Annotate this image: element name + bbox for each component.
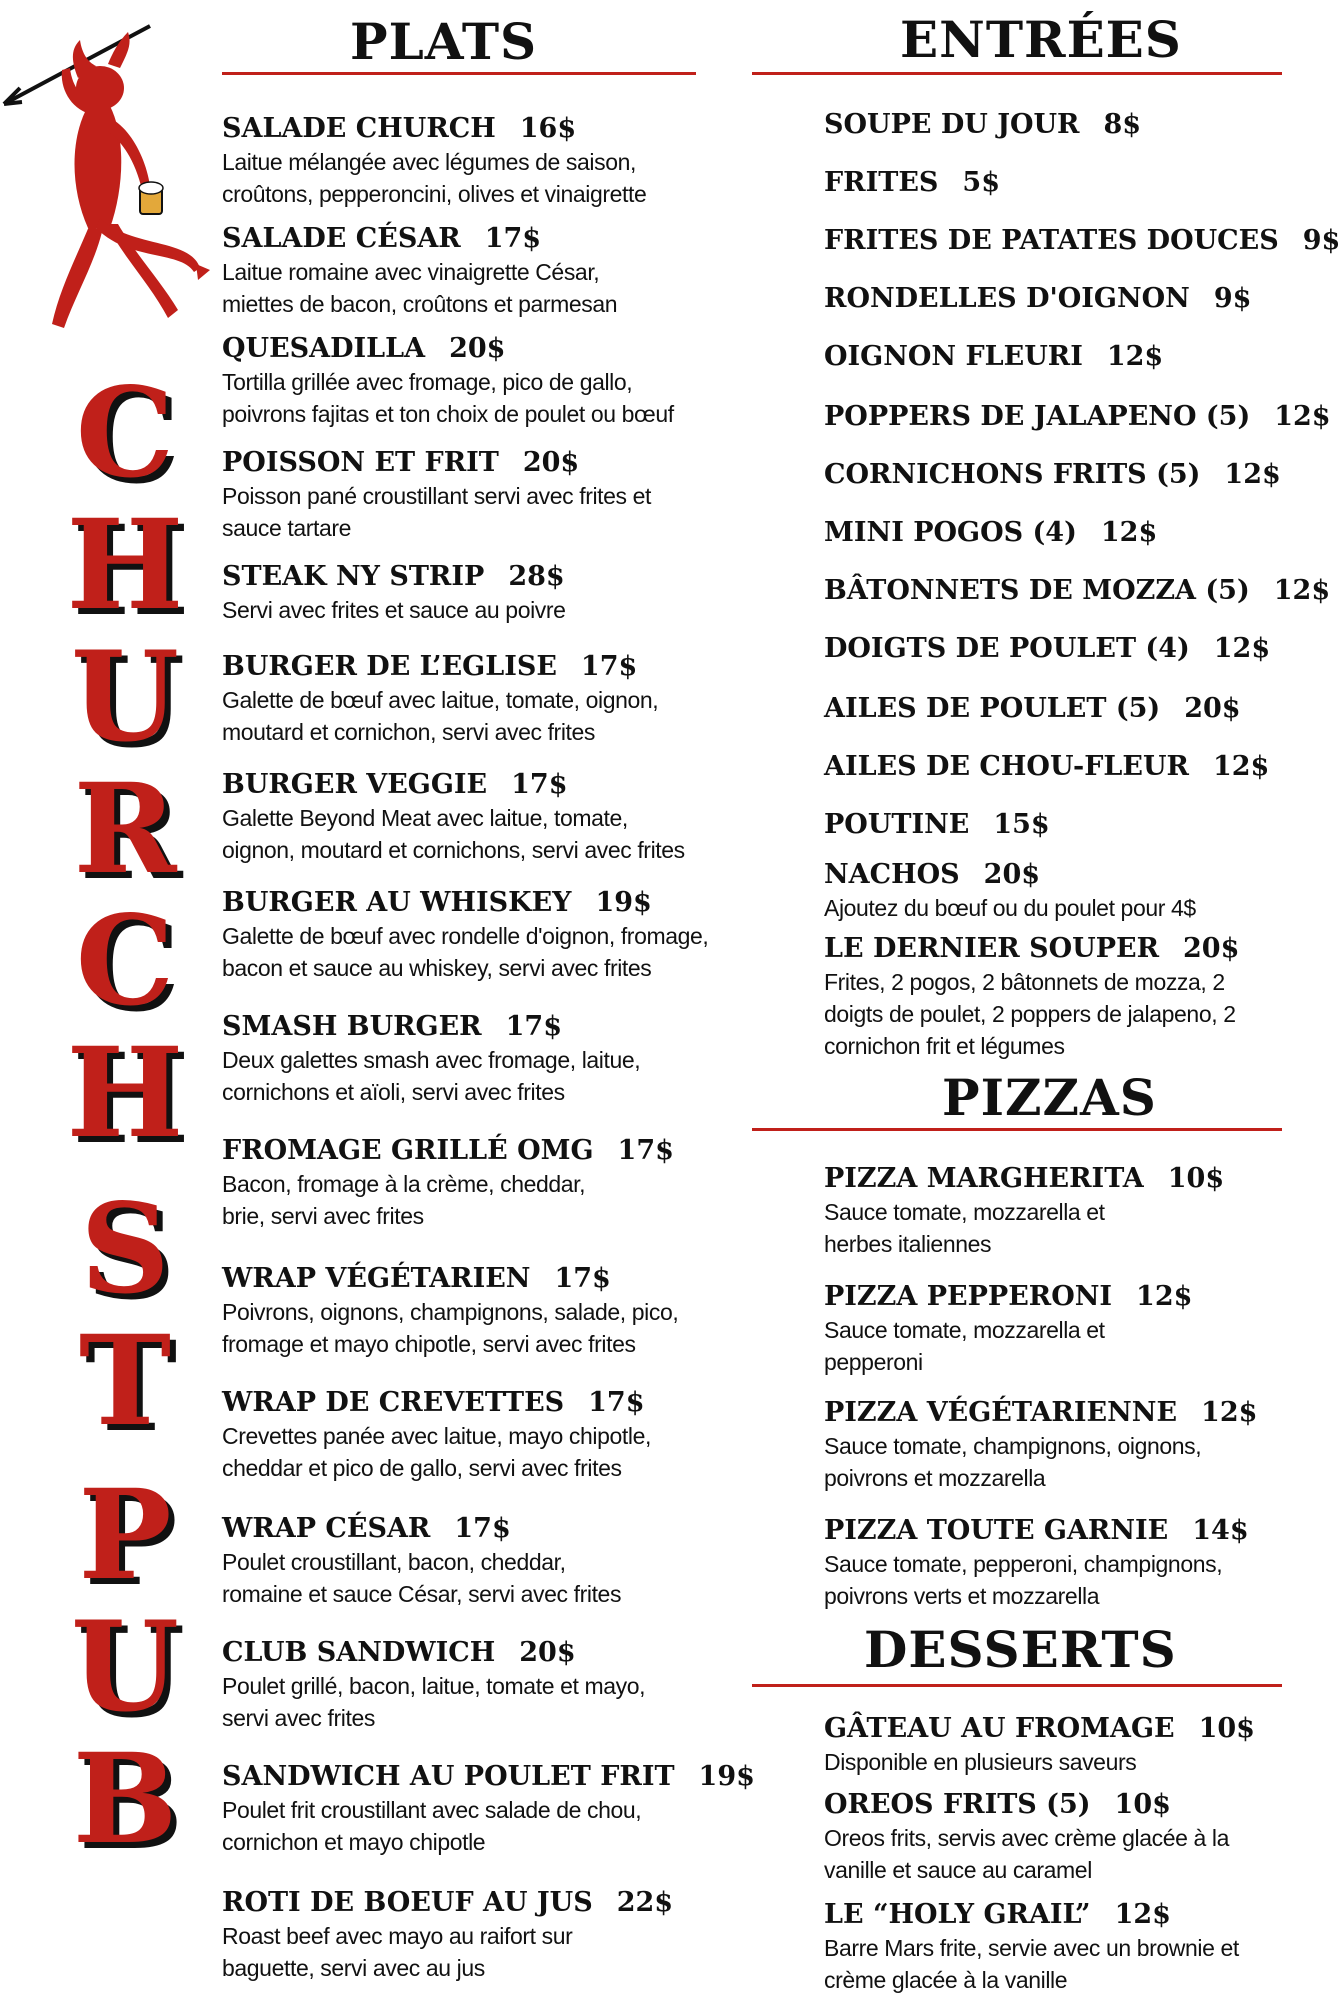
description-line: Poulet frit croustillant avec salade de chou, xyxy=(222,1797,642,1823)
description-line: pepperoni xyxy=(824,1349,923,1375)
menu-item-name: BURGER VEGGIE xyxy=(222,769,488,800)
menu-item xyxy=(824,1162,1282,1260)
section-divider xyxy=(752,1684,1282,1687)
menu-item-name: DOIGTS DE POULET (4) xyxy=(824,633,1190,664)
menu-item-heading xyxy=(824,808,1282,842)
menu-item-name: SMASH BURGER xyxy=(222,1011,482,1042)
menu-item xyxy=(824,808,1282,842)
menu-item-description xyxy=(222,1670,722,1734)
menu-item-price: 12$ xyxy=(1213,633,1271,664)
menu-item xyxy=(222,1262,722,1360)
menu-item-heading xyxy=(824,932,1282,966)
menu-item-name: FRITES xyxy=(824,167,939,198)
menu-item-description xyxy=(824,1746,1282,1778)
description-line: poivrons verts et mozzarella xyxy=(824,1583,1100,1609)
menu-item-heading xyxy=(222,1512,722,1546)
menu-item xyxy=(222,886,722,984)
menu-item-description xyxy=(824,1548,1282,1612)
description-line: sauce tartare xyxy=(222,515,352,541)
description-line: Sauce tomate, champignons, oignons, xyxy=(824,1433,1202,1459)
menu-item xyxy=(824,282,1282,316)
description-line: cornichon frit et légumes xyxy=(824,1033,1065,1059)
menu-item-price: 12$ xyxy=(1274,401,1331,432)
menu-item-price: 20$ xyxy=(1184,693,1241,724)
menu-item-heading xyxy=(222,1010,722,1044)
brand-letter: T xyxy=(78,1309,172,1454)
description-line: Tortilla grillée avec fromage, pico de gallo, xyxy=(222,369,633,395)
menu-item-name: BURGER AU WHISKEY xyxy=(222,887,572,918)
menu-item xyxy=(824,1898,1282,1996)
menu-item xyxy=(824,858,1282,924)
menu-item-name: FROMAGE GRILLÉ OMG xyxy=(222,1135,594,1166)
menu-item xyxy=(222,1512,722,1610)
menu-item-price: 14$ xyxy=(1192,1515,1249,1546)
menu-item-description xyxy=(222,1168,722,1232)
menu-item xyxy=(222,1010,722,1108)
description-line: Galette Beyond Meat avec laitue, tomate, xyxy=(222,805,628,831)
menu-item xyxy=(824,1514,1282,1612)
description-line: Ajoutez du bœuf ou du poulet pour 4$ xyxy=(824,895,1196,921)
menu-item-name: WRAP VÉGÉTARIEN xyxy=(222,1263,531,1294)
menu-item xyxy=(824,692,1282,726)
menu-item-price: 17$ xyxy=(505,1011,562,1042)
menu-item-price: 12$ xyxy=(1106,341,1164,372)
description-line: Poulet croustillant, bacon, cheddar, xyxy=(222,1549,566,1575)
menu-item xyxy=(222,222,722,320)
menu-item-description xyxy=(824,892,1282,924)
description-line: bacon et sauce au whiskey, servi avec frites xyxy=(222,955,652,981)
menu-item-heading xyxy=(824,1712,1282,1746)
description-line: brie, servi avec frites xyxy=(222,1203,424,1229)
menu-item-name: SANDWICH AU POULET FRIT xyxy=(222,1761,675,1792)
menu-item-name: PIZZA TOUTE GARNIE xyxy=(824,1515,1169,1546)
description-line: crème glacée à la vanille xyxy=(824,1967,1068,1993)
menu-item-description xyxy=(824,1822,1282,1886)
menu-item-description xyxy=(222,920,722,984)
menu-item-heading xyxy=(824,1788,1282,1822)
menu-item-name: AILES DE POULET (5) xyxy=(824,693,1161,724)
menu-item-price: 17$ xyxy=(617,1135,674,1166)
menu-item-price: 17$ xyxy=(511,769,568,800)
menu-item-name: CLUB SANDWICH xyxy=(222,1637,496,1668)
description-line: Sauce tomate, mozzarella et xyxy=(824,1317,1105,1343)
menu-item xyxy=(824,340,1282,374)
brand-letter: U xyxy=(70,1595,180,1740)
description-line: Disponible en plusieurs saveurs xyxy=(824,1749,1137,1775)
devil-logo xyxy=(0,18,210,358)
menu-item xyxy=(222,446,722,544)
menu-item xyxy=(824,632,1282,666)
menu-item xyxy=(222,332,722,430)
brand-letter: R xyxy=(73,757,177,902)
menu-item-heading xyxy=(824,458,1282,492)
description-line: cornichons et aïoli, servi avec frites xyxy=(222,1079,565,1105)
menu-item-price: 12$ xyxy=(1136,1281,1193,1312)
menu-item-name: PIZZA PEPPERONI xyxy=(824,1281,1113,1312)
menu-item-description xyxy=(824,966,1282,1062)
description-line: Frites, 2 pogos, 2 bâtonnets de mozza, 2 xyxy=(824,969,1225,995)
description-line: Poulet grillé, bacon, laitue, tomate et mayo, xyxy=(222,1673,646,1699)
menu-item-heading xyxy=(824,1162,1282,1196)
menu-item-heading xyxy=(824,340,1282,374)
description-line: Poisson pané croustillant servi avec frites et xyxy=(222,483,652,509)
section-title-desserts: DESSERTS xyxy=(864,1620,1177,1679)
menu-item xyxy=(824,1280,1282,1378)
menu-item-description xyxy=(222,1420,722,1484)
menu-item-price: 12$ xyxy=(1224,459,1281,490)
description-line: oignon, moutard et cornichons, servi avec frites xyxy=(222,837,685,863)
menu-item-price: 10$ xyxy=(1167,1163,1225,1194)
menu-item xyxy=(824,574,1331,608)
menu-item-price: 12$ xyxy=(1100,517,1158,548)
menu-item-heading xyxy=(824,750,1282,784)
menu-item-price: 22$ xyxy=(616,1887,674,1918)
menu-item xyxy=(824,224,1340,258)
menu-item xyxy=(222,1636,722,1734)
section-divider xyxy=(752,1128,1282,1131)
menu-item-name: LE DERNIER SOUPER xyxy=(824,933,1160,964)
menu-item-name: NACHOS xyxy=(824,859,960,890)
description-line: servi avec frites xyxy=(222,1705,375,1731)
menu-item-heading xyxy=(824,1280,1282,1314)
description-line: Sauce tomate, pepperoni, champignons, xyxy=(824,1551,1223,1577)
menu-item-price: 16$ xyxy=(519,113,577,144)
menu-item xyxy=(824,1712,1282,1778)
menu-item-name: AILES DE CHOU-FLEUR xyxy=(824,751,1189,782)
menu-item xyxy=(222,1760,755,1858)
menu-item-heading xyxy=(824,574,1331,608)
menu-item-price: 17$ xyxy=(588,1387,645,1418)
menu-item-name: POPPERS DE JALAPENO (5) xyxy=(824,401,1251,432)
description-line: poivrons fajitas et ton choix de poulet ou bœuf xyxy=(222,401,674,427)
menu-item-description xyxy=(222,146,722,210)
description-line: Bacon, fromage à la crème, cheddar, xyxy=(222,1171,586,1197)
menu-item-price: 19$ xyxy=(698,1761,755,1792)
description-line: Barre Mars frite, servie avec un brownie et xyxy=(824,1935,1239,1961)
menu-item-name: WRAP CÉSAR xyxy=(222,1513,431,1544)
menu-item-description xyxy=(222,1296,722,1360)
menu-item xyxy=(222,112,722,210)
menu-item-description xyxy=(222,1546,722,1610)
menu-item-name: BÂTONNETS DE MOZZA (5) xyxy=(824,575,1250,606)
menu-item-price: 20$ xyxy=(522,447,580,478)
menu-item-price: 10$ xyxy=(1198,1713,1255,1744)
menu-item-description xyxy=(824,1932,1282,1996)
description-line: cheddar et pico de gallo, servi avec frites xyxy=(222,1455,622,1481)
menu-item-name: FRITES DE PATATES DOUCES xyxy=(824,225,1279,256)
menu-item-description xyxy=(222,802,722,866)
brand-letter: P xyxy=(78,1463,172,1608)
description-line: Servi avec frites et sauce au poivre xyxy=(222,597,566,623)
menu-item xyxy=(222,768,722,866)
menu-item-heading xyxy=(824,166,1282,200)
menu-item-price: 12$ xyxy=(1114,1899,1171,1930)
menu-item xyxy=(824,400,1331,434)
menu-item-price: 12$ xyxy=(1273,575,1331,606)
menu-item-name: ROTI DE BOEUF AU JUS xyxy=(222,1887,593,1918)
description-line: romaine et sauce César, servi avec frites xyxy=(222,1581,622,1607)
menu-item-heading xyxy=(824,632,1282,666)
menu-item-description xyxy=(222,366,722,430)
menu-item-price: 5$ xyxy=(962,167,1000,198)
menu-item-name: MINI POGOS (4) xyxy=(824,517,1077,548)
description-line: moutard et cornichon, servi avec frites xyxy=(222,719,596,745)
brand-letter: C xyxy=(75,889,175,1034)
description-line: miettes de bacon, croûtons et parmesan xyxy=(222,291,618,317)
description-line: Deux galettes smash avec fromage, laitue, xyxy=(222,1047,641,1073)
menu-item-heading xyxy=(222,1760,755,1794)
menu-item-heading xyxy=(222,650,722,684)
menu-item-heading xyxy=(824,858,1282,892)
section-title-plats: PLATS xyxy=(350,12,538,71)
menu-item-name: SALADE CHURCH xyxy=(222,113,496,144)
menu-item xyxy=(222,1386,722,1484)
menu-item-name: OREOS FRITS (5) xyxy=(824,1789,1091,1820)
menu-item-heading xyxy=(222,1886,722,1920)
menu-item-price: 20$ xyxy=(1183,933,1240,964)
menu-item-price: 20$ xyxy=(983,859,1041,890)
menu-item-description xyxy=(222,594,722,626)
description-line: Galette de bœuf avec laitue, tomate, oignon, xyxy=(222,687,659,713)
description-line: doigts de poulet, 2 poppers de jalapeno, 2 xyxy=(824,1001,1236,1027)
section-divider xyxy=(222,72,696,75)
menu-item-price: 19$ xyxy=(595,887,652,918)
description-line: Roast beef avec mayo au raifort sur xyxy=(222,1923,573,1949)
description-line: Crevettes panée avec laitue, mayo chipotle, xyxy=(222,1423,651,1449)
menu-item-price: 9$ xyxy=(1302,225,1340,256)
description-line: Sauce tomate, mozzarella et xyxy=(824,1199,1105,1225)
menu-item xyxy=(824,516,1282,550)
menu-item-heading xyxy=(824,108,1282,142)
menu-item-name: SALADE CÉSAR xyxy=(222,223,461,254)
menu-item-price: 17$ xyxy=(580,651,638,682)
description-line: cornichon et mayo chipotle xyxy=(222,1829,486,1855)
menu-item xyxy=(824,458,1282,492)
menu-item-heading xyxy=(824,224,1340,258)
menu-item-name: OIGNON FLEURI xyxy=(824,341,1083,372)
menu-item xyxy=(824,932,1282,1062)
description-line: Laitue romaine avec vinaigrette César, xyxy=(222,259,600,285)
brand-letter: U xyxy=(70,625,180,770)
menu-item-name: PIZZA VÉGÉTARIENNE xyxy=(824,1397,1178,1428)
menu-item-name: RONDELLES D'OIGNON xyxy=(824,283,1190,314)
menu-item-heading xyxy=(222,222,722,256)
menu-item-description xyxy=(824,1314,1282,1378)
description-line: baguette, servi avec au jus xyxy=(222,1955,485,1981)
menu-item xyxy=(222,650,722,748)
menu-item-heading xyxy=(824,692,1282,726)
menu-item-heading xyxy=(222,886,722,920)
description-line: Oreos frits, servis avec crème glacée à la xyxy=(824,1825,1230,1851)
menu-item-price: 10$ xyxy=(1114,1789,1171,1820)
menu-item-name: QUESADILLA xyxy=(222,333,426,364)
menu-item-description xyxy=(222,684,722,748)
menu-item-price: 17$ xyxy=(454,1513,511,1544)
section-divider xyxy=(752,72,1282,75)
section-title-pizzas: PIZZAS xyxy=(942,1068,1157,1127)
brand-letter: S xyxy=(80,1177,170,1322)
description-line: Poivrons, oignons, champignons, salade, pico, xyxy=(222,1299,679,1325)
brand-letter: H xyxy=(66,493,184,638)
menu-item-price: 17$ xyxy=(554,1263,611,1294)
menu-item-heading xyxy=(824,516,1282,550)
brand-letter: C xyxy=(75,361,175,506)
menu-item-name: PIZZA MARGHERITA xyxy=(824,1163,1144,1194)
menu-item xyxy=(824,1788,1282,1886)
menu-item-description xyxy=(824,1196,1282,1260)
menu-item-heading xyxy=(222,332,722,366)
menu-item xyxy=(824,108,1282,142)
menu-item-heading xyxy=(222,112,722,146)
menu-item-heading xyxy=(222,1134,722,1168)
section-title-entrees: ENTRÉES xyxy=(900,10,1182,69)
menu-item-description xyxy=(222,1794,722,1858)
description-line: fromage et mayo chipotle, servi avec frites xyxy=(222,1331,636,1357)
menu-item xyxy=(824,750,1282,784)
menu-item-name: CORNICHONS FRITS (5) xyxy=(824,459,1201,490)
menu-item-price: 28$ xyxy=(508,561,565,592)
menu-item-price: 17$ xyxy=(484,223,542,254)
menu-item-heading xyxy=(222,446,722,480)
menu-item-description xyxy=(222,1920,722,1984)
description-line: herbes italiennes xyxy=(824,1231,992,1257)
menu-item-name: SOUPE DU JOUR xyxy=(824,109,1080,140)
menu-item-name: LE “HOLY GRAIL” xyxy=(824,1899,1091,1930)
menu-item-price: 12$ xyxy=(1212,751,1270,782)
menu-item-description xyxy=(222,480,722,544)
menu-item-price: 12$ xyxy=(1201,1397,1258,1428)
brand-letter: B xyxy=(72,1727,178,1872)
menu-item-description xyxy=(824,1430,1282,1494)
menu-item-heading xyxy=(222,560,722,594)
menu-item-heading xyxy=(824,1396,1282,1430)
menu-item-heading xyxy=(222,1636,722,1670)
description-line: poivrons et mozzarella xyxy=(824,1465,1046,1491)
menu-item-heading xyxy=(222,1386,722,1420)
menu-item-price: 20$ xyxy=(519,1637,576,1668)
description-line: vanille et sauce au caramel xyxy=(824,1857,1092,1883)
menu-item-description xyxy=(222,1044,722,1108)
description-line: Laitue mélangée avec légumes de saison, xyxy=(222,149,637,175)
menu-item xyxy=(824,1396,1282,1494)
menu-item xyxy=(222,1886,722,1984)
menu-item-heading xyxy=(222,1262,722,1296)
menu-item-name: GÂTEAU AU FROMAGE xyxy=(824,1713,1175,1744)
menu-item xyxy=(222,1134,722,1232)
menu-item-name: WRAP DE CREVETTES xyxy=(222,1387,565,1418)
menu-item-heading xyxy=(824,400,1331,434)
brand-letter: H xyxy=(66,1021,184,1166)
vertical-brand-text xyxy=(50,361,200,1872)
menu-item-name: BURGER DE L’EGLISE xyxy=(222,651,557,682)
menu-item-name: STEAK NY STRIP xyxy=(222,561,485,592)
menu-item-heading xyxy=(824,1898,1282,1932)
menu-item-price: 8$ xyxy=(1103,109,1142,140)
menu-item-heading xyxy=(824,1514,1282,1548)
menu-item-description xyxy=(222,256,722,320)
menu-item-price: 20$ xyxy=(449,333,506,364)
menu-item xyxy=(222,560,722,626)
menu-item xyxy=(824,166,1282,200)
menu-item-price: 9$ xyxy=(1213,283,1252,314)
menu-item-heading xyxy=(824,282,1282,316)
description-line: croûtons, pepperoncini, olives et vinaigrette xyxy=(222,181,647,207)
menu-item-price: 15$ xyxy=(993,809,1050,840)
menu-item-heading xyxy=(222,768,722,802)
description-line: Galette de bœuf avec rondelle d'oignon, fromage, xyxy=(222,923,709,949)
menu-item-name: POUTINE xyxy=(824,809,970,840)
menu-item-name: POISSON ET FRIT xyxy=(222,447,499,478)
